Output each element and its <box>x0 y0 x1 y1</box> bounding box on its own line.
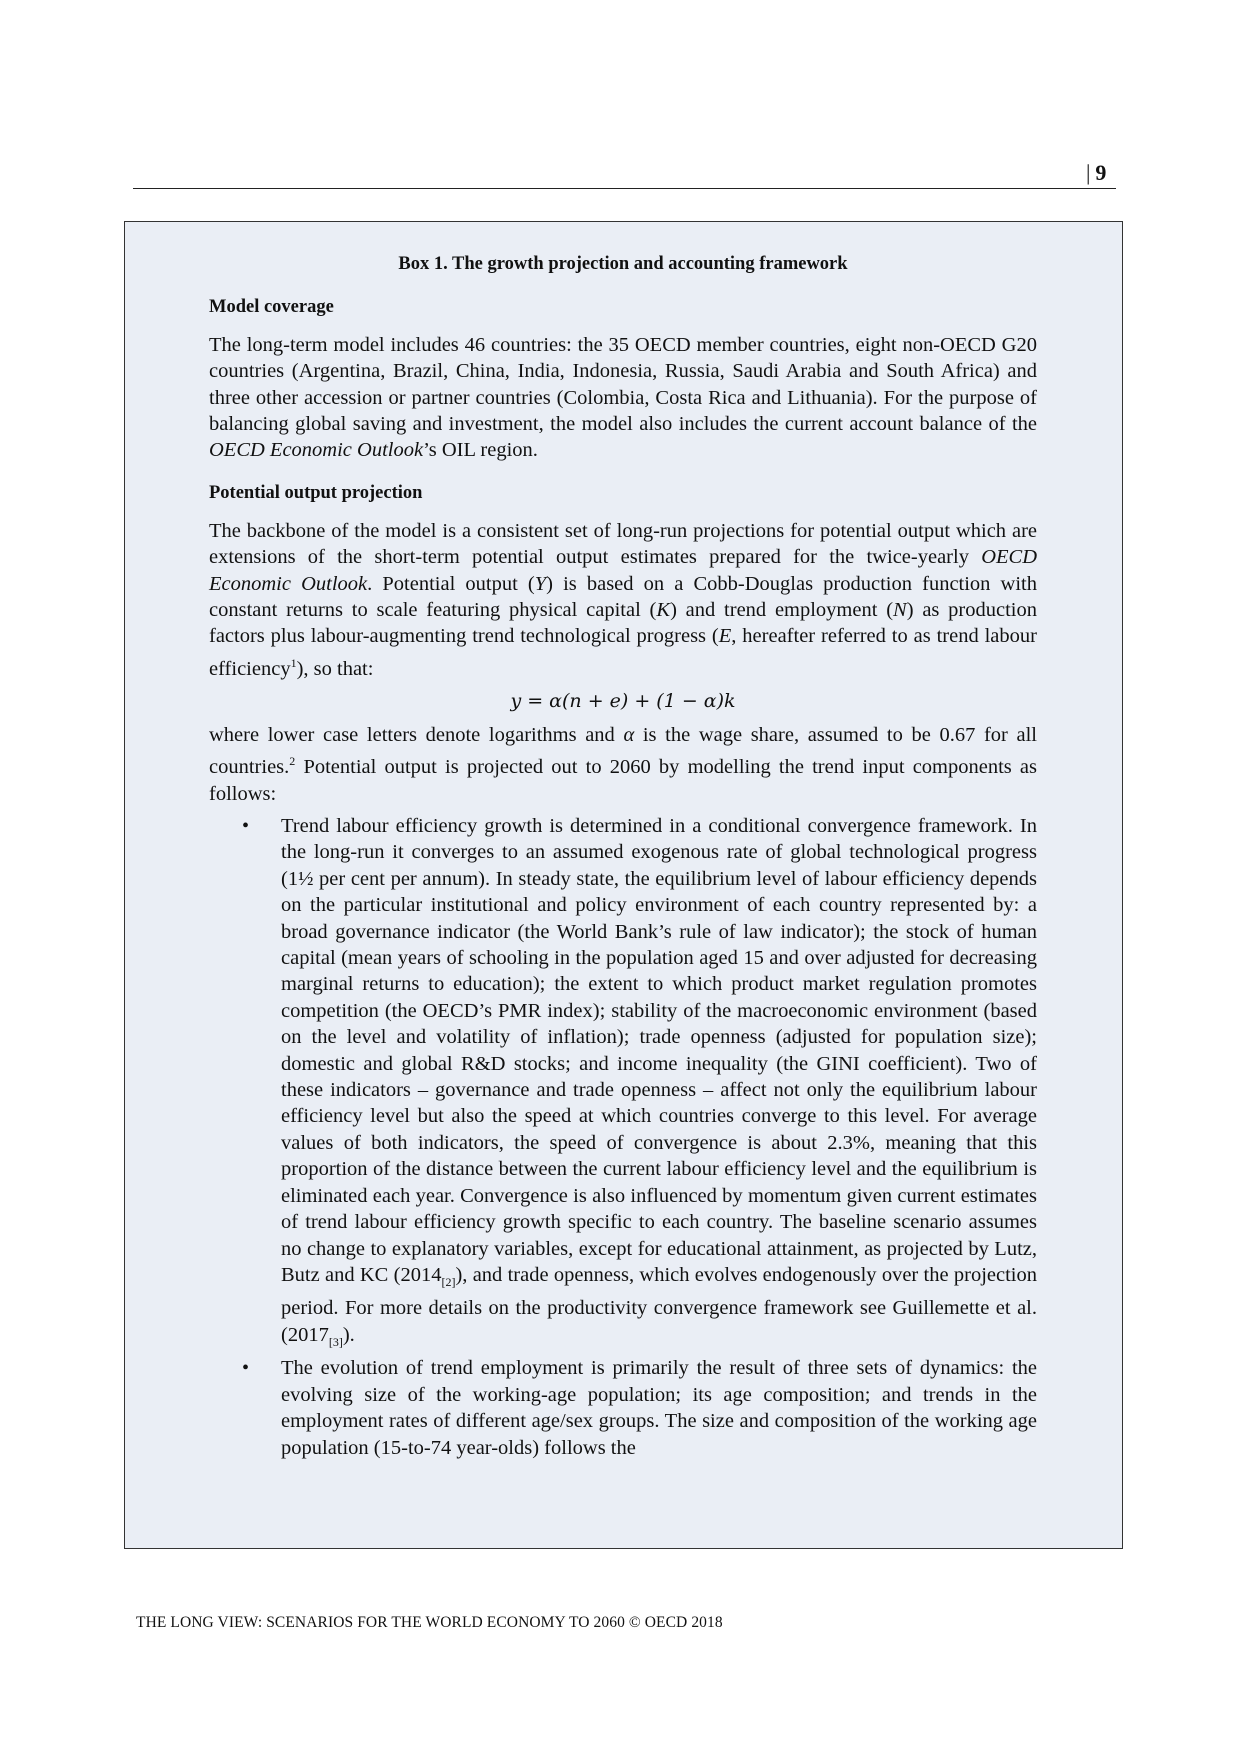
footnote-ref-2: 2 <box>289 754 296 769</box>
bullet-dot: • <box>242 815 250 838</box>
production-function-formula: y = α(n + e) + (1 − α)k <box>510 689 736 712</box>
section-heading-potential-output: Potential output projection <box>209 482 423 503</box>
citation-ref[interactable]: [2] <box>441 1275 456 1290</box>
box-title: Box 1. The growth projection and accounting framework <box>398 254 848 274</box>
trend-components-list <box>209 813 1037 1461</box>
list-item-labour-efficiency: • Trend labour efficiency growth is determined in a conditional convergence framework. In the long-run it converges to an assumed exogenous rate of global technological progress (1½ per cent per annum). In steady state, the equilibrium level of labour efficiency depends on the particular institutional and policy environment of each country represented by: a broad governance indicator (the World Bank’s rule of law indicator); the stock of human capital (mean years of schooling in the population aged 15 and over adjusted for decreasing marginal returns to education); the extent to which product market regulation promotes competition (the OECD’s PMR index); stability of the macroeconomic environment (based on the level and volatility of inflation); trade openness (adjusted for population size); domestic and global R&D stocks; and income inequality (the GINI coefficient). Two of these indicators – governance and trade openness – affect not only the equilibrium labour efficiency level but also the speed at which countries converge to this level. For average values of both indicators, the speed of convergence is about 2.3%, meaning that this proportion of the distance between the current labour efficiency level and the equilibrium is eliminated each year. Convergence is also influenced by momentum given current estimates of trend labour efficiency growth specific to each country. The baseline scenario assumes no change to explanatory variables, except for educational attainment, as projected by Lutz, Butz and KC $(2014_{[2]})$, and trade openness, which evolves endogenously over the projection period. For more details on the productivity convergence framework see Guillemette et al. $(2017_{[3]})$. <box>242 815 1037 1349</box>
box-content <box>209 252 1037 1461</box>
page-footer: THE LONG VIEW: SCENARIOS FOR THE WORLD ECONOMY TO 2060 © OECD 2018 <box>136 1614 723 1631</box>
box-1-panel <box>124 221 1123 1549</box>
potential-output-paragraph: The backbone of the model is a consistent set of long-run projections for potential output which are extensions of the short-term potential output estimates prepared for the twice-yearly OECD Economic Outlook. Potential output (Y) is based on a Cobb-Douglas production function with constant returns to scale featuring physical capital (K) and trend employment (N) as production factors plus labour-augmenting trend technological progress (E, hereafter referred to as trend labour efficiency$^1$), so that: <box>209 519 1037 680</box>
citation-ref[interactable]: [3] <box>328 1334 343 1349</box>
bullet-dot: • <box>242 1357 250 1380</box>
model-coverage-paragraph: The long-term model includes 46 countries: the 35 OECD member countries, eight non-OECD G20 countries (Argentina, Brazil, China, India, Indonesia, Russia, Saudi Arabia and South Africa) and three other accession or partner countries (Colombia, Costa Rica and Lithuania). For the purpose of balancing global saving and investment, the model also includes the current account balance of the OECD Economic Outlook’s OIL region. <box>209 333 1037 462</box>
page-number-value: 9 <box>1095 160 1107 185</box>
list-item-trend-employment: • The evolution of trend employment is primarily the result of three sets of dynamics: the evolving size of the working-age population; its age composition; and trends in the employment rates of different age/sex groups. The size and composition of the working age population (15-to-74 year-olds) follows the <box>242 1357 1037 1459</box>
section-heading-model-coverage: Model coverage <box>209 296 334 317</box>
footnote-ref-1: 1 <box>290 655 297 670</box>
page-number <box>1086 160 1106 186</box>
page-number-separator: | <box>1086 160 1091 185</box>
header-rule <box>133 188 1116 189</box>
wage-share-paragraph: where lower case letters denote logarithms and α is the wage share, assumed to be 0.67 for all countries.$^2$ Potential output is projected out to 2060 by modelling the trend input components as follows: <box>209 723 1038 805</box>
